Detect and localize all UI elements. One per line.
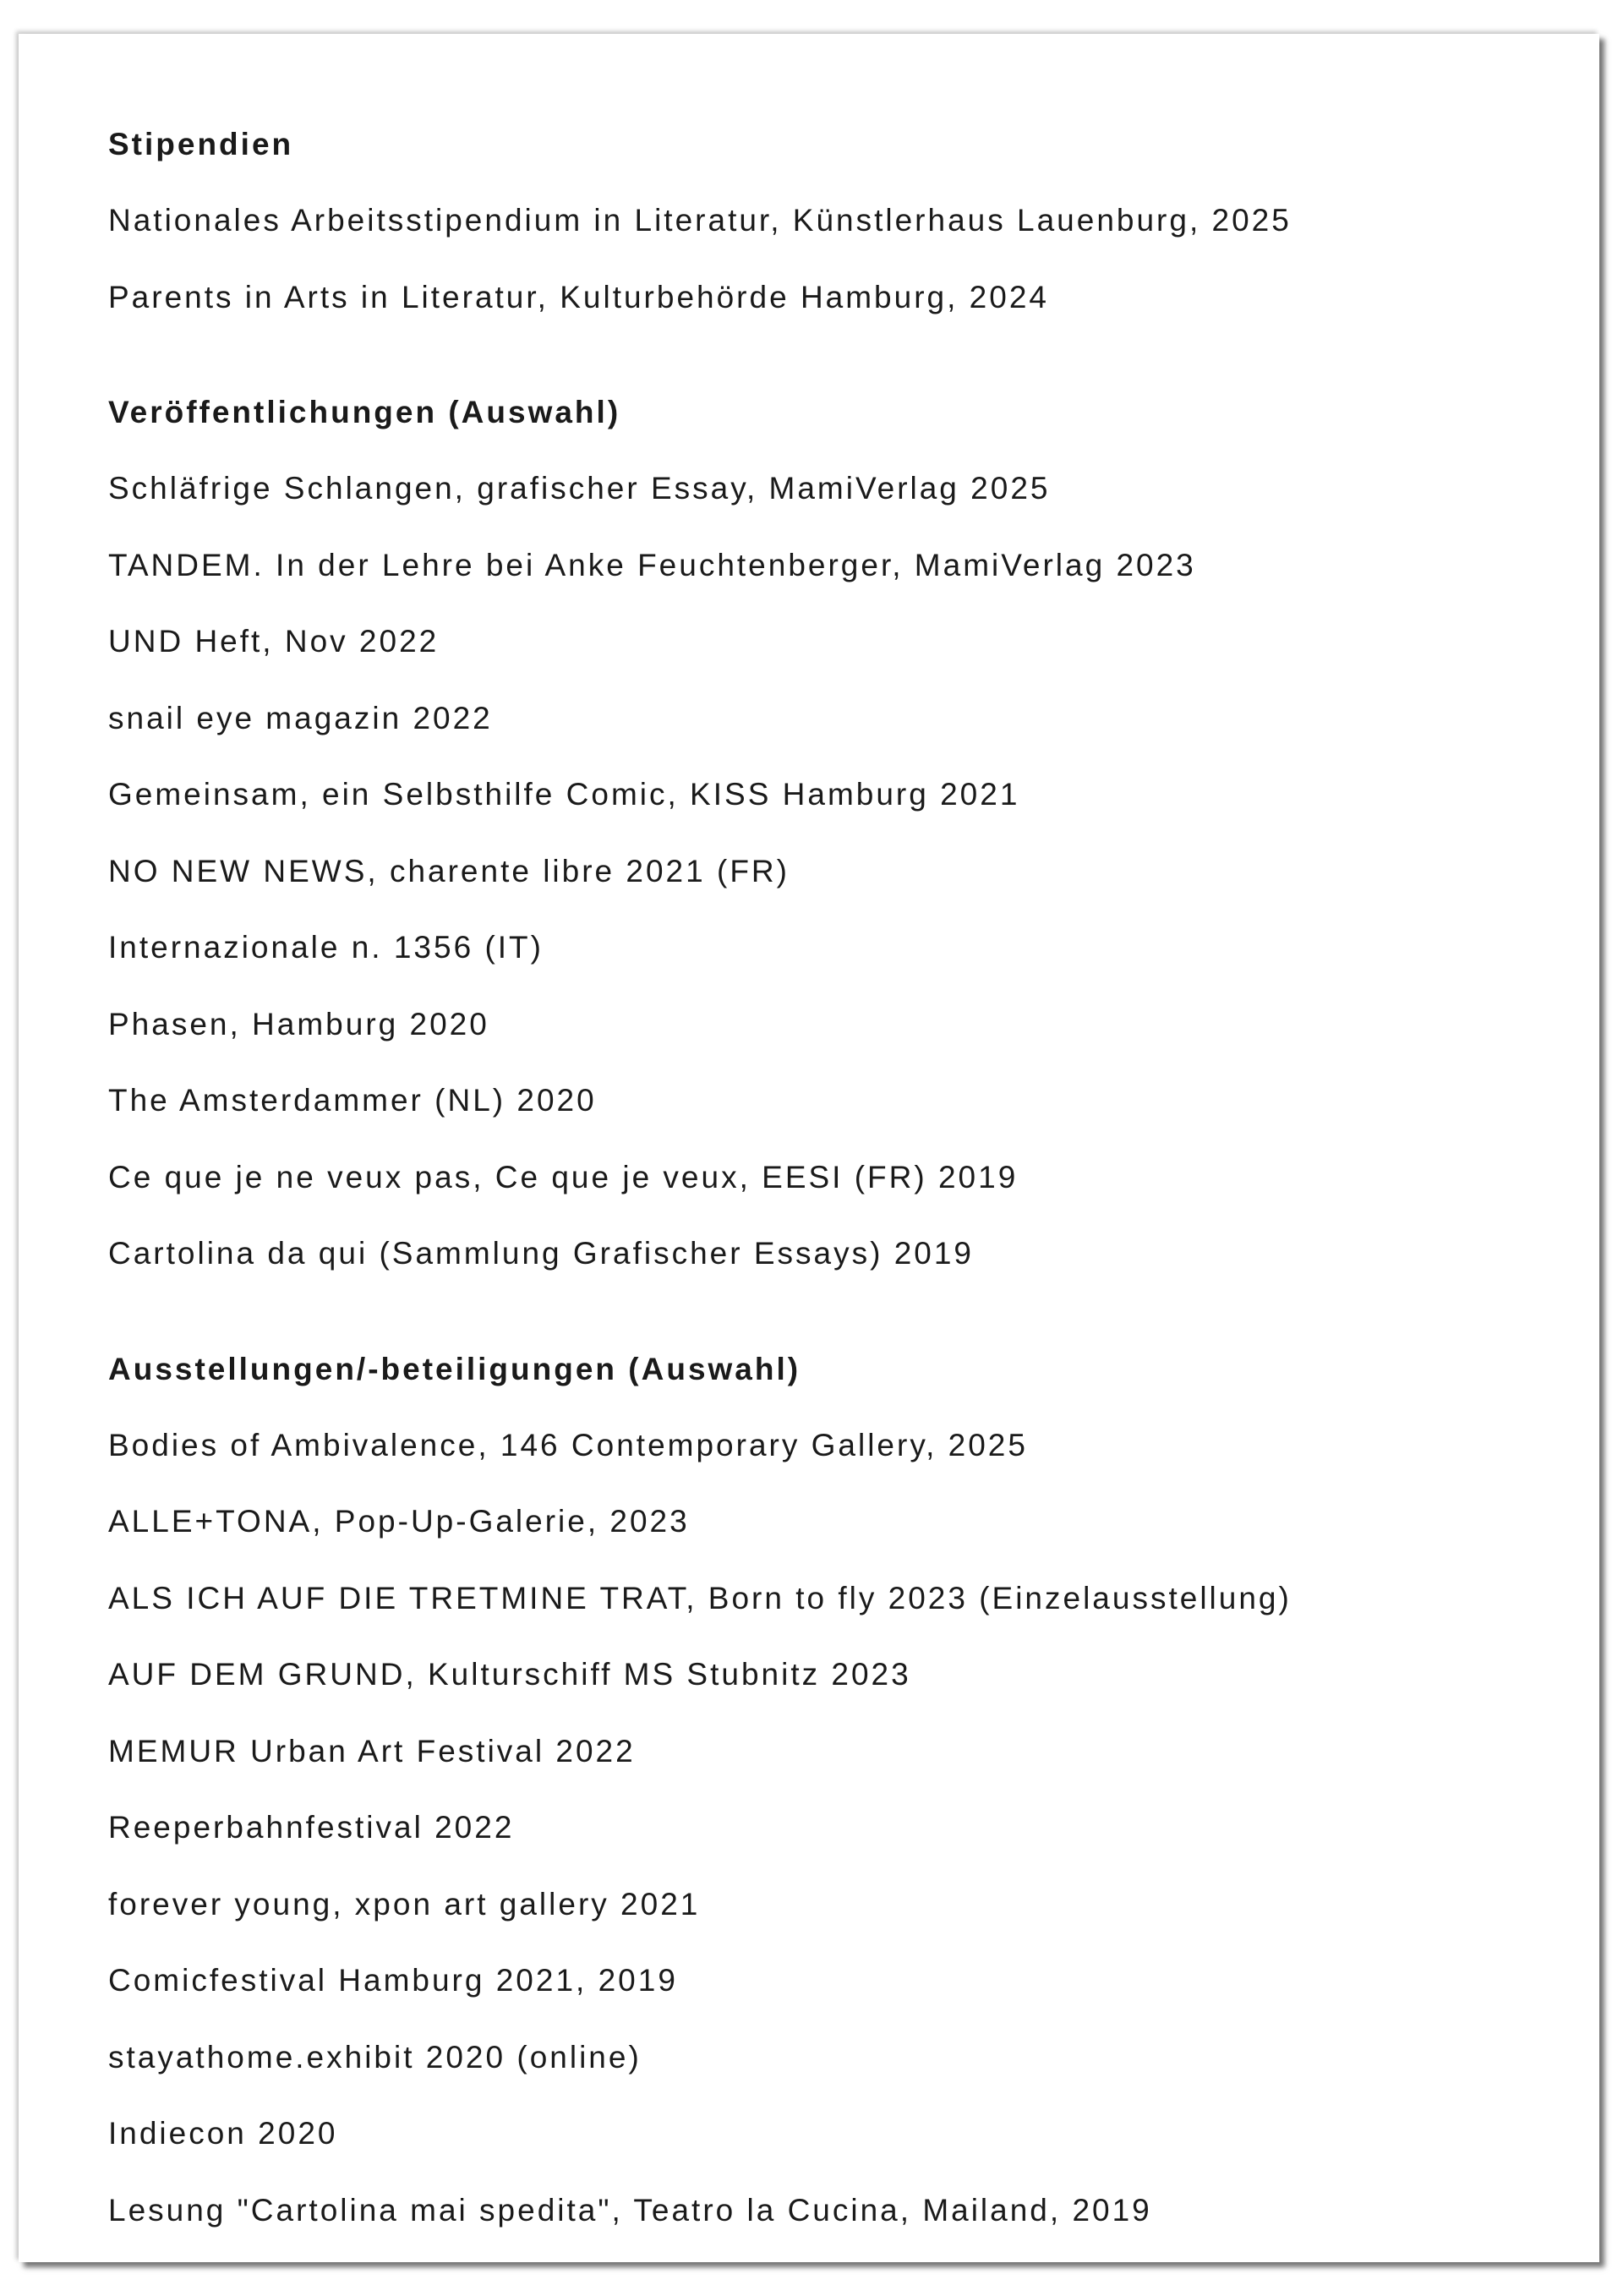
list-item: UND Heft, Nov 2022 [108,624,440,659]
list-item: NO NEW NEWS, charente libre 2021 (FR) [108,853,790,888]
section-stipendien [108,107,1549,336]
section-ausstellungen [108,1331,1549,2250]
list-item: ALLE+TONA, Pop-Up-Galerie, 2023 [108,1504,690,1539]
list-item: Ce que je ne veux pas, Ce que je veux, EESI (FR) 2019 [108,1159,1019,1194]
list-item: Bodies of Ambivalence, 146 Contemporary Gallery, 2025 [108,1427,1028,1462]
list-item: Phasen, Hamburg 2020 [108,1006,489,1041]
entry-list [108,183,1549,336]
document-page [19,34,1599,2262]
section-heading: Veröffentlichungen (Auswahl) [108,395,621,429]
list-item: snail eye magazin 2022 [108,700,493,735]
list-item: stayathome.exhibit 2020 (online) [108,2039,642,2075]
list-item: ALS ICH AUF DIE TRETMINE TRAT, Born to fly 2023 (Einzelausstellung) [108,1580,1292,1615]
list-item: AUF DEM GRUND, Kulturschiff MS Stubnitz 2023 [108,1657,911,1692]
section-heading: Ausstellungen/-beteiligungen (Auswahl) [108,1351,801,1386]
list-item: The Amsterdammer (NL) 2020 [108,1083,597,1118]
list-item: Internazionale n. 1356 (IT) [108,930,544,965]
list-item: Reeperbahnfestival 2022 [108,1810,515,1845]
list-item: Lesung "Cartolina mai spedita", Teatro la Cucina, Mailand, 2019 [108,2192,1152,2228]
list-item: Nationales Arbeitsstipendium in Literatur, Künstlerhaus Lauenburg, 2025 [108,203,1292,238]
section-veroeffentlichungen [108,374,1549,1293]
entry-list [108,451,1549,1293]
list-item: MEMUR Urban Art Festival 2022 [108,1733,636,1768]
list-item: Parents in Arts in Literatur, Kulturbehörde Hamburg, 2024 [108,279,1049,314]
entry-list [108,1408,1549,2250]
list-item: Comicfestival Hamburg 2021, 2019 [108,1963,678,1998]
list-item: Indiecon 2020 [108,2116,338,2151]
list-item: Schläfrige Schlangen, grafischer Essay, MamiVerlag 2025 [108,471,1051,506]
list-item: Gemeinsam, ein Selbsthilfe Comic, KISS Hamburg 2021 [108,777,1020,812]
document-content [108,107,1549,2288]
list-item: forever young, xpon art gallery 2021 [108,1886,701,1922]
section-heading: Stipendien [108,127,294,161]
list-item: Cartolina da qui (Sammlung Grafischer Essays) 2019 [108,1236,974,1271]
list-item: TANDEM. In der Lehre bei Anke Feuchtenberger, MamiVerlag 2023 [108,547,1196,582]
